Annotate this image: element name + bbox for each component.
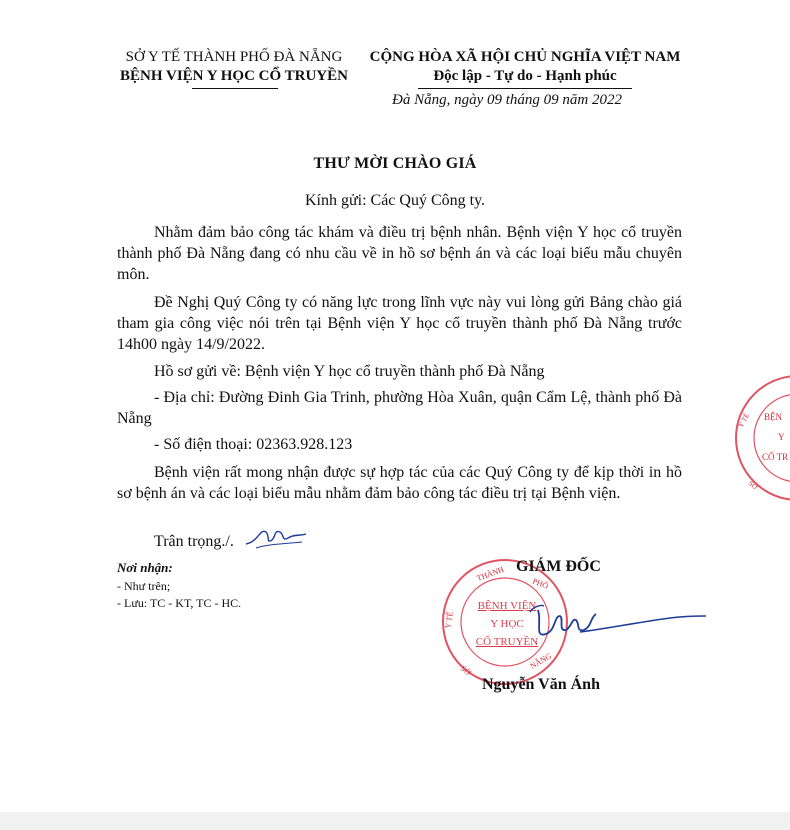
recipients-heading: Nơi nhận: bbox=[117, 560, 173, 575]
closing-remark: Trân trọng./. bbox=[154, 533, 234, 550]
national-motto: Độc lập - Tự do - Hạnh phúc bbox=[433, 68, 617, 84]
issuer-block bbox=[104, 48, 364, 86]
initial-signature bbox=[244, 522, 308, 552]
svg-text:THÀNH: THÀNH bbox=[475, 564, 505, 583]
svg-text:NẴNG: NẴNG bbox=[528, 651, 554, 671]
svg-text:PHỐ: PHỐ bbox=[531, 576, 550, 591]
svg-text:Y: Y bbox=[778, 432, 785, 442]
recipient-item: - Lưu: TC - KT, TC - HC. bbox=[117, 596, 242, 610]
salutation: Kính gửi: Các Quý Công ty. bbox=[304, 192, 486, 209]
recipients-block bbox=[117, 560, 241, 611]
page-bottom-bar bbox=[0, 812, 790, 830]
stamp-line: CỔ TRUYỀN bbox=[475, 636, 539, 648]
director-signature bbox=[520, 592, 710, 644]
svg-text:CỔ TR: CỔ TR bbox=[762, 452, 789, 462]
document-title: THƯ MỜI CHÀO GIÁ bbox=[313, 155, 477, 172]
svg-text:Y TẾ: Y TẾ bbox=[443, 610, 455, 630]
issuer-underline bbox=[192, 88, 278, 89]
recipient-item: - Như trên; bbox=[117, 579, 171, 593]
svg-text:SỞ: SỞ bbox=[458, 663, 473, 678]
signer-name: Nguyễn Văn Ánh bbox=[482, 676, 600, 693]
stamp-line: BỆNH VIỆN bbox=[477, 600, 537, 612]
issuer-hospital: BỆNH VIỆN Y HỌC CỔ TRUYỀN bbox=[120, 68, 348, 84]
stamp-line: Y HỌC bbox=[490, 618, 524, 630]
svg-text:BỆN: BỆN bbox=[764, 412, 782, 422]
motto-underline bbox=[418, 88, 632, 89]
svg-text:SỞ: SỞ bbox=[746, 479, 759, 492]
paragraph-request: Đề Nghị Quý Công ty có năng lực trong lĩnh vực này vui lòng gửi Bảng chào giá tham gia công việc nói trên tại Bệnh viện Y học cổ truyền thành phố Đà Nẵng trước 14h00 ngày 14/9/2022. bbox=[117, 294, 682, 353]
paragraph-submit-to: Hồ sơ gửi về: Bệnh viện Y học cổ truyền thành phố Đà Nẵng bbox=[154, 363, 545, 380]
national-motto-block bbox=[362, 48, 688, 86]
partial-stamp bbox=[728, 368, 790, 508]
paragraph-phone: - Số điện thoại: 02363.928.123 bbox=[154, 436, 353, 453]
national-title: CỘNG HÒA XÃ HỘI CHỦ NGHĨA VIỆT NAM bbox=[369, 49, 681, 65]
svg-text:Y TẾ: Y TẾ bbox=[736, 412, 752, 429]
paragraph-closing-request: Bệnh viện rất mong nhận được sự hợp tác của các Quý Công ty để kịp thời in hồ sơ bệnh án và các loại biểu mẫu nhằm đảm bảo công tác điều trị tại Bệnh viện. bbox=[117, 464, 682, 502]
issuer-department: SỞ Y TẾ THÀNH PHỐ ĐÀ NẴNG bbox=[125, 49, 343, 65]
paragraph-need: Nhằm đảm bảo công tác khám và điều trị bệnh nhân. Bệnh viện Y học cổ truyền thành phố Đà Nẵng đang có nhu cầu về in hồ sơ bệnh án và các loại biểu mẫu chuyên môn. bbox=[117, 224, 682, 283]
signer-role: GIÁM ĐỐC bbox=[516, 558, 601, 575]
document-date: Đà Nẵng, ngày 09 tháng 09 năm 2022 bbox=[392, 92, 622, 108]
paragraph-address: - Địa chỉ: Đường Đinh Gia Trinh, phường Hòa Xuân, quận Cẩm Lệ, thành phố Đà Nẵng bbox=[117, 389, 682, 427]
